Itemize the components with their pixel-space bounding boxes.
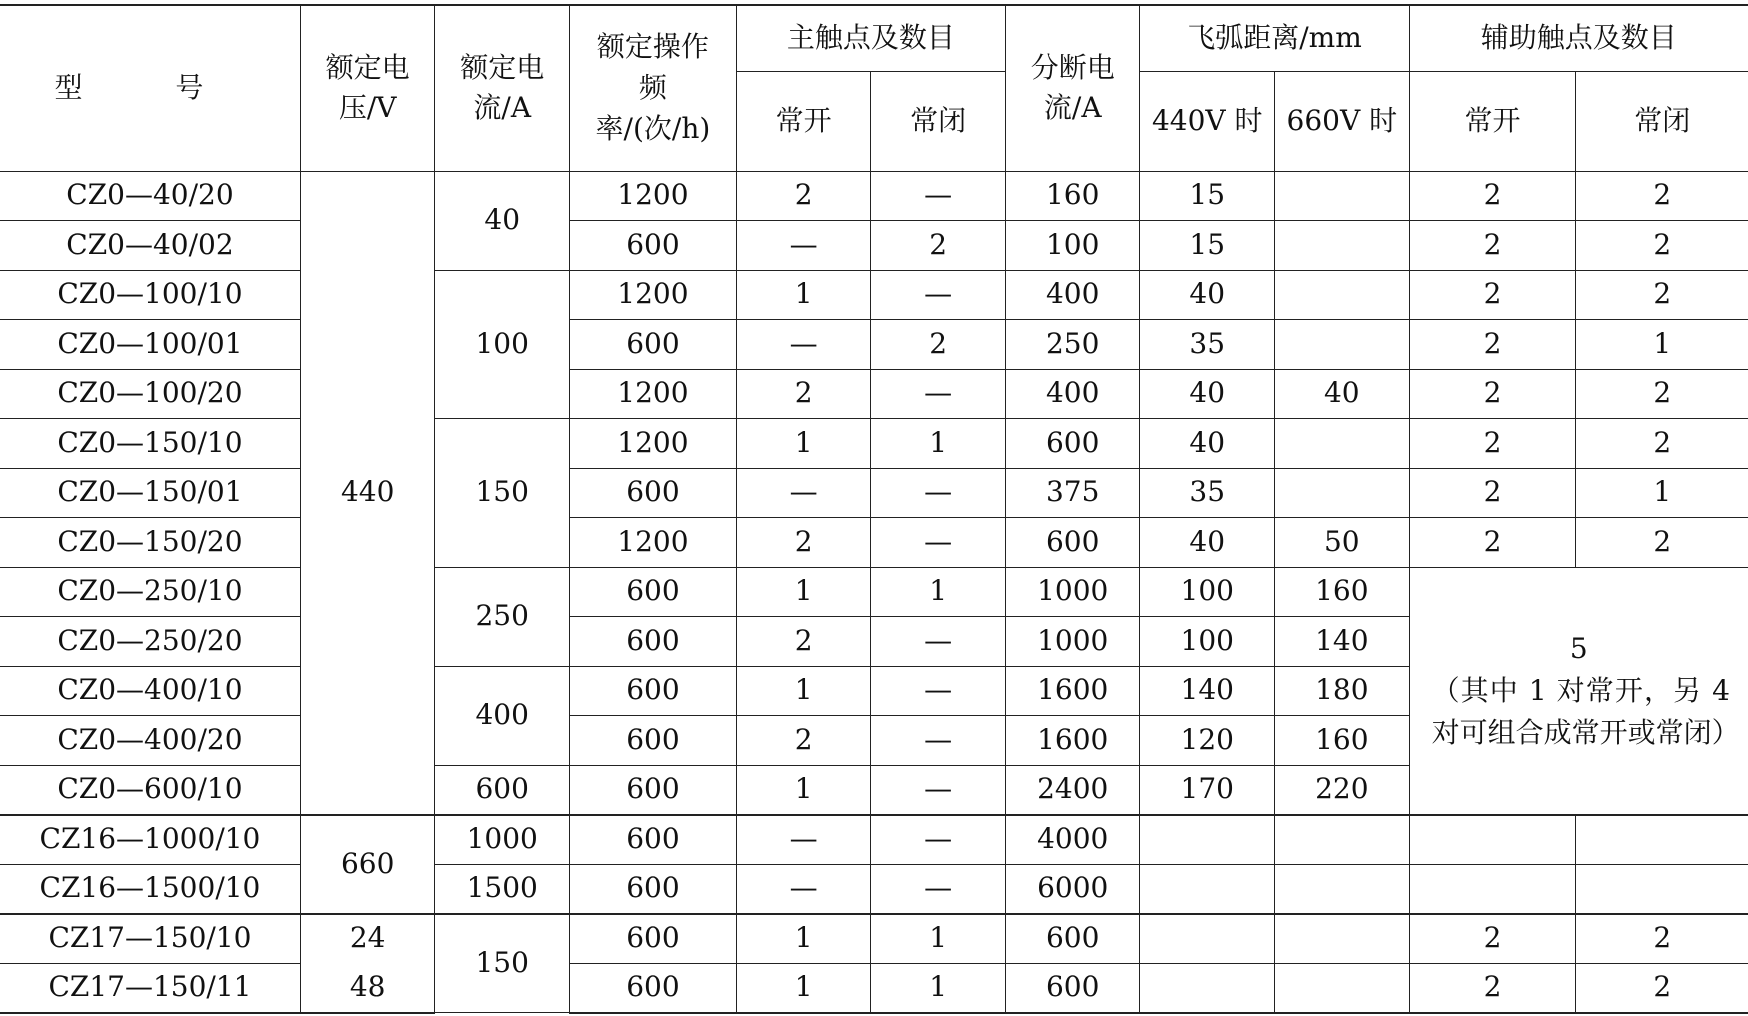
cell-arc-660: 160 — [1275, 716, 1410, 766]
cell-arc-660: 220 — [1275, 765, 1410, 815]
cell-main-nc: — — [871, 666, 1006, 716]
cell-frequency: 600 — [569, 914, 736, 964]
cell-breaking-current: 160 — [1005, 171, 1140, 221]
cell-current-group: 1500 — [435, 864, 570, 914]
cell-main-nc: 1 — [871, 419, 1006, 469]
cell-main-no: 2 — [736, 617, 871, 667]
cell-breaking-current: 400 — [1005, 369, 1140, 419]
cell-main-nc: 2 — [871, 221, 1006, 271]
cell-frequency: 600 — [569, 567, 736, 617]
cell-main-nc: — — [871, 369, 1006, 419]
cell-aux-nc: 2 — [1576, 369, 1748, 419]
cell-main-nc: — — [871, 864, 1006, 914]
table-row — [0, 270, 1748, 320]
contactor-spec-table — [0, 4, 1748, 1014]
cell-breaking-current: 600 — [1005, 963, 1140, 1013]
cell-breaking-current: 2400 — [1005, 765, 1140, 815]
cell-frequency: 600 — [569, 617, 736, 667]
cell-main-nc: — — [871, 765, 1006, 815]
cell-main-no: 1 — [736, 666, 871, 716]
cell-breaking-current: 600 — [1005, 518, 1140, 568]
cell-current-group: 150 — [435, 914, 570, 1013]
cell-main-nc: — — [871, 171, 1006, 221]
cell-arc-440: 140 — [1140, 666, 1275, 716]
cell-main-no: 1 — [736, 765, 871, 815]
cell-main-nc: — — [871, 716, 1006, 766]
cell-arc-440: 35 — [1140, 468, 1275, 518]
cell-breaking-current: 1600 — [1005, 716, 1140, 766]
cell-breaking-current: 6000 — [1005, 864, 1140, 914]
cell-arc-440: 100 — [1140, 567, 1275, 617]
cell-arc-440: 40 — [1140, 518, 1275, 568]
cell-model: CZ0—400/20 — [0, 716, 300, 766]
cell-arc-660: 180 — [1275, 666, 1410, 716]
cell-aux-nc — [1576, 864, 1748, 914]
cell-arc-440: 40 — [1140, 270, 1275, 320]
cell-main-no: — — [736, 468, 871, 518]
cell-main-nc: 1 — [871, 963, 1006, 1013]
cell-breaking-current: 1000 — [1005, 567, 1140, 617]
cell-aux-nc: 2 — [1576, 963, 1748, 1013]
cell-model: CZ0—150/01 — [0, 468, 300, 518]
header-rated-current: 额定电流/A — [435, 5, 570, 171]
cell-aux-no: 2 — [1409, 221, 1576, 271]
cell-frequency: 600 — [569, 468, 736, 518]
cell-arc-660 — [1275, 815, 1410, 865]
cell-arc-440: 100 — [1140, 617, 1275, 667]
table-row — [0, 864, 1748, 914]
cell-model: CZ0—40/02 — [0, 221, 300, 271]
cell-main-nc: — — [871, 270, 1006, 320]
cell-breaking-current: 600 — [1005, 914, 1140, 964]
cell-current-group: 150 — [435, 419, 570, 568]
cell-model: CZ17—150/10 — [0, 914, 300, 964]
cell-breaking-current: 400 — [1005, 270, 1140, 320]
cell-arc-660: 50 — [1275, 518, 1410, 568]
cell-breaking-current: 600 — [1005, 419, 1140, 469]
cell-model: CZ0—250/20 — [0, 617, 300, 667]
cell-arc-660 — [1275, 864, 1410, 914]
cell-aux-nc: 1 — [1576, 320, 1748, 370]
cell-main-nc: 2 — [871, 320, 1006, 370]
cell-arc-440 — [1140, 914, 1275, 964]
cell-model: CZ0—100/20 — [0, 369, 300, 419]
table-row — [0, 815, 1748, 865]
cell-frequency: 600 — [569, 221, 736, 271]
cell-current-group: 400 — [435, 666, 570, 765]
cell-arc-440: 170 — [1140, 765, 1275, 815]
cell-model: CZ0—150/10 — [0, 419, 300, 469]
cell-current-group: 40 — [435, 171, 570, 270]
cell-aux-no — [1409, 864, 1576, 914]
cell-frequency: 600 — [569, 765, 736, 815]
header-rated-voltage: 额定电压/V — [300, 5, 435, 171]
cell-breaking-current: 4000 — [1005, 815, 1140, 865]
table-row — [0, 320, 1748, 370]
cell-voltage: 48 — [300, 963, 435, 1013]
cell-model: CZ0—250/10 — [0, 567, 300, 617]
cell-model: CZ0—150/20 — [0, 518, 300, 568]
cell-frequency: 600 — [569, 864, 736, 914]
cell-aux-nc: 2 — [1576, 270, 1748, 320]
cell-arc-440: 35 — [1140, 320, 1275, 370]
cell-model: CZ17—150/11 — [0, 963, 300, 1013]
cell-aux-no: 2 — [1409, 171, 1576, 221]
cell-model: CZ0—100/01 — [0, 320, 300, 370]
cell-voltage: 24 — [300, 914, 435, 964]
cell-voltage-group: 660 — [300, 815, 435, 914]
cell-aux-no: 2 — [1409, 369, 1576, 419]
cell-frequency: 1200 — [569, 369, 736, 419]
cell-frequency: 600 — [569, 815, 736, 865]
cell-main-no: — — [736, 864, 871, 914]
cell-arc-440 — [1140, 963, 1275, 1013]
cell-arc-660 — [1275, 221, 1410, 271]
cell-aux-nc: 1 — [1576, 468, 1748, 518]
cell-aux-nc: 2 — [1576, 914, 1748, 964]
header-arc-distance: 飞弧距离/mm — [1140, 5, 1409, 71]
cell-frequency: 1200 — [569, 171, 736, 221]
cell-model: CZ16—1000/10 — [0, 815, 300, 865]
header-operating-frequency: 额定操作频率/(次/h) — [569, 5, 736, 171]
table-row — [0, 369, 1748, 419]
cell-arc-660 — [1275, 963, 1410, 1013]
cell-model: CZ0—40/20 — [0, 171, 300, 221]
cell-main-nc: — — [871, 468, 1006, 518]
cell-main-no: 1 — [736, 567, 871, 617]
cell-arc-660 — [1275, 320, 1410, 370]
header-aux-contacts: 辅助触点及数目 — [1409, 5, 1748, 71]
cell-breaking-current: 1600 — [1005, 666, 1140, 716]
cell-breaking-current: 375 — [1005, 468, 1140, 518]
cell-main-nc: 1 — [871, 914, 1006, 964]
cell-frequency: 600 — [569, 716, 736, 766]
cell-aux-no: 2 — [1409, 468, 1576, 518]
header-main-nc: 常闭 — [871, 71, 1006, 171]
cell-aux-nc: 2 — [1576, 518, 1748, 568]
cell-main-no: 1 — [736, 914, 871, 964]
cell-voltage-group: 440 — [300, 171, 435, 815]
cell-arc-660 — [1275, 468, 1410, 518]
table-row — [0, 419, 1748, 469]
cell-current-group: 1000 — [435, 815, 570, 865]
cell-model: CZ0—400/10 — [0, 666, 300, 716]
cell-aux-no: 2 — [1409, 419, 1576, 469]
cell-main-no: — — [736, 221, 871, 271]
cell-frequency: 1200 — [569, 518, 736, 568]
table-row — [0, 468, 1748, 518]
header-arc-440: 440V 时 — [1140, 71, 1275, 171]
cell-frequency: 1200 — [569, 270, 736, 320]
cell-main-no: 2 — [736, 369, 871, 419]
cell-current-group: 250 — [435, 567, 570, 666]
cell-current-group: 600 — [435, 765, 570, 815]
aux-note-text: （其中 1 对常开，另 4 对可组合成常开或常闭） — [1431, 673, 1740, 749]
cell-frequency: 1200 — [569, 419, 736, 469]
cell-aux-no — [1409, 815, 1576, 865]
cell-breaking-current: 1000 — [1005, 617, 1140, 667]
cell-arc-440: 40 — [1140, 369, 1275, 419]
cell-main-no: 1 — [736, 419, 871, 469]
aux-contacts-note — [1409, 567, 1748, 815]
cell-main-no: 2 — [736, 518, 871, 568]
cell-aux-nc: 2 — [1576, 419, 1748, 469]
cell-model: CZ0—100/10 — [0, 270, 300, 320]
header-main-contacts: 主触点及数目 — [736, 5, 1005, 71]
cell-main-nc: — — [871, 518, 1006, 568]
header-aux-nc: 常闭 — [1576, 71, 1748, 171]
header-arc-660: 660V 时 — [1275, 71, 1410, 171]
cell-arc-660: 140 — [1275, 617, 1410, 667]
table-row — [0, 221, 1748, 271]
cell-arc-660 — [1275, 171, 1410, 221]
cell-breaking-current: 100 — [1005, 221, 1140, 271]
cell-arc-660: 160 — [1275, 567, 1410, 617]
cell-main-no: 2 — [736, 716, 871, 766]
cell-aux-no: 2 — [1409, 270, 1576, 320]
table-row — [0, 914, 1748, 964]
cell-main-no: 2 — [736, 171, 871, 221]
header-model — [0, 5, 300, 171]
cell-main-no: 1 — [736, 270, 871, 320]
table-row — [0, 567, 1748, 617]
cell-frequency: 600 — [569, 666, 736, 716]
cell-aux-no: 2 — [1409, 963, 1576, 1013]
cell-main-nc: — — [871, 617, 1006, 667]
cell-breaking-current: 250 — [1005, 320, 1140, 370]
cell-arc-440: 40 — [1140, 419, 1275, 469]
cell-main-no: — — [736, 815, 871, 865]
cell-frequency: 600 — [569, 320, 736, 370]
cell-aux-no: 2 — [1409, 518, 1576, 568]
cell-model: CZ16—1500/10 — [0, 864, 300, 914]
table-row — [0, 171, 1748, 221]
cell-arc-440 — [1140, 864, 1275, 914]
cell-current-group: 100 — [435, 270, 570, 419]
cell-main-nc: — — [871, 815, 1006, 865]
cell-main-no: 1 — [736, 963, 871, 1013]
cell-frequency: 600 — [569, 963, 736, 1013]
header-breaking-current: 分断电流/A — [1005, 5, 1140, 171]
header-main-no: 常开 — [736, 71, 871, 171]
cell-aux-nc: 2 — [1576, 221, 1748, 271]
cell-model: CZ0—600/10 — [0, 765, 300, 815]
aux-note-number: 5 — [1569, 631, 1588, 665]
cell-main-no: — — [736, 320, 871, 370]
cell-aux-no: 2 — [1409, 320, 1576, 370]
cell-arc-660 — [1275, 914, 1410, 964]
cell-arc-660: 40 — [1275, 369, 1410, 419]
cell-arc-660 — [1275, 419, 1410, 469]
cell-arc-660 — [1275, 270, 1410, 320]
header-model-label: 型 号 — [54, 70, 246, 104]
table-row — [0, 518, 1748, 568]
cell-aux-nc: 2 — [1576, 171, 1748, 221]
cell-arc-440: 15 — [1140, 221, 1275, 271]
cell-arc-440 — [1140, 815, 1275, 865]
cell-arc-440: 15 — [1140, 171, 1275, 221]
cell-aux-no: 2 — [1409, 914, 1576, 964]
cell-main-nc: 1 — [871, 567, 1006, 617]
header-aux-no: 常开 — [1409, 71, 1576, 171]
cell-aux-nc — [1576, 815, 1748, 865]
table-row — [0, 963, 1748, 1013]
cell-arc-440: 120 — [1140, 716, 1275, 766]
